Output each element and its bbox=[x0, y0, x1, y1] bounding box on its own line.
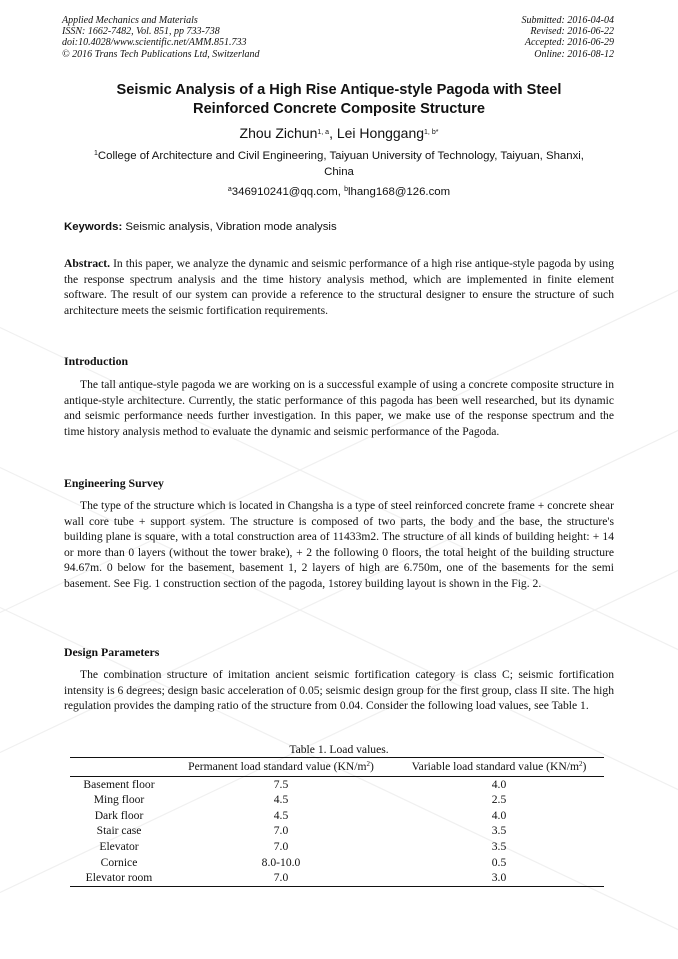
keywords-text: Seismic analysis, Vibration mode analysis bbox=[125, 221, 337, 233]
email-a: 346910241@qq.com bbox=[231, 186, 338, 198]
load-values-table bbox=[70, 757, 604, 887]
row-permanent: 8.0-10.0 bbox=[261, 855, 301, 869]
affiliation-text: College of Architecture and Civil Engineering, Taiyuan University of Technology, Taiyuan, Shanxi, China bbox=[97, 150, 584, 178]
publication-dates bbox=[522, 15, 615, 60]
title-line-2: Reinforced Concrete Composite Structure bbox=[193, 100, 485, 117]
row-name: Stair case bbox=[96, 824, 142, 838]
table-header-row bbox=[70, 758, 604, 777]
section-heading-engineering-survey: Engineering Survey bbox=[64, 476, 164, 490]
journal-doi: doi:10.4028/www.scientific.net/AMM.851.733 bbox=[62, 37, 247, 49]
row-name: Elevator bbox=[99, 839, 139, 853]
header-variable-close: ) bbox=[582, 760, 587, 773]
keywords-label: Keywords: bbox=[64, 221, 123, 233]
header-permanent bbox=[168, 758, 394, 777]
keywords bbox=[64, 220, 614, 235]
date-revised: Revised: 2016-06-22 bbox=[530, 26, 614, 38]
table-row bbox=[70, 870, 604, 886]
section-heading-introduction: Introduction bbox=[64, 354, 129, 368]
email-separator: , bbox=[337, 186, 345, 198]
row-permanent: 7.0 bbox=[273, 871, 289, 885]
journal-copyright: © 2016 Trans Tech Publications Ltd, Switzerland bbox=[62, 48, 260, 60]
header-variable-label: Variable load standard value (KN/m bbox=[411, 760, 580, 773]
header-variable bbox=[394, 758, 604, 777]
design-parameters-text: The combination structure of imitation ancient seismic fortification category is class C; seismic fortification intensity is 6 degrees; design basic acceleration of 0.05; seismic design group for the first group, class II site. The high regulation provides the damping ratio of the structure from 0.04. Consider the following load values, see Table 1. bbox=[64, 668, 614, 713]
email-b: lhang168@126.com bbox=[347, 186, 451, 198]
row-permanent: 7.5 bbox=[273, 777, 289, 791]
row-name: Dark floor bbox=[94, 808, 144, 822]
header-permanent-unit-sup: 2 bbox=[366, 760, 370, 768]
row-variable: 2.5 bbox=[491, 793, 507, 807]
row-variable: 3.0 bbox=[491, 871, 507, 885]
email-b-mark: b bbox=[344, 186, 348, 193]
row-variable: 3.5 bbox=[491, 824, 507, 838]
introduction-text: The tall antique-style pagoda we are working on is a successful example of using a concrete composite structure in antique-style architecture. Currently, the static performance of this pagoda has been well researched, but its dynamic and seismic performance needs further investigation. In this paper, we make use of the response spectrum and the time history analysis method to evaluate the dynamic and seismic performance of the Pagoda. bbox=[64, 378, 614, 438]
header-variable-unit-sup: 2 bbox=[579, 760, 583, 768]
row-name: Cornice bbox=[100, 855, 138, 869]
table-row bbox=[70, 776, 604, 792]
affiliation-mark: 1 bbox=[94, 150, 98, 157]
section-heading-design-parameters: Design Parameters bbox=[64, 645, 160, 659]
row-name: Ming floor bbox=[93, 793, 145, 807]
abstract bbox=[64, 256, 614, 318]
author-list bbox=[40, 124, 638, 142]
author-2-name: Lei Honggang bbox=[336, 125, 425, 141]
row-permanent: 4.5 bbox=[273, 808, 289, 822]
row-permanent: 7.0 bbox=[273, 824, 289, 838]
header-permanent-close: ) bbox=[370, 760, 374, 773]
table-row bbox=[70, 855, 604, 871]
journal-name: Applied Mechanics and Materials bbox=[62, 15, 198, 26]
date-accepted: Accepted: 2016-06-29 bbox=[524, 37, 614, 49]
date-submitted: Submitted: 2016-04-04 bbox=[521, 15, 614, 26]
table-row bbox=[70, 808, 604, 824]
journal-issn: ISSN: 1662-7482, Vol. 851, pp 733-738 bbox=[62, 26, 220, 38]
row-name: Basement floor bbox=[83, 777, 155, 791]
row-name: Elevator room bbox=[85, 871, 153, 885]
table-caption: Table 1. Load values. bbox=[289, 743, 389, 756]
row-permanent: 7.0 bbox=[273, 839, 289, 853]
header-permanent-label: Permanent load standard value (KN/m bbox=[188, 760, 367, 773]
engineering-survey-text: The type of the structure which is located in Changsha is a type of steel reinforced concrete frame + concrete shear wall core tube + support system. The structure is composed of two parts, the body and the base, the structure's building plane is square, with a total construction area of 11433m2. The structure of all kinds of building height: + 14 or more than 0 layers (without the tower brake), + 2 the following 0 floors, the total height of the building structure 94.67m. 0 below for the basement, basement 1, 2 layers of high are 6.750m, one of the basements for the semi basement. See Fig. 1 construction section of the pagoda, 1storey building layout is shown in the Fig. 2. bbox=[64, 499, 614, 590]
row-variable: 4.0 bbox=[491, 808, 507, 822]
title-line-1: Seismic Analysis of a High Rise Antique-style Pagoda with Steel bbox=[116, 82, 562, 98]
author-2-affil-mark: 1, b* bbox=[424, 129, 439, 136]
row-permanent: 4.5 bbox=[273, 793, 289, 807]
table-row bbox=[70, 839, 604, 855]
author-1-affil-mark: 1, a bbox=[317, 129, 330, 136]
author-emails bbox=[40, 185, 638, 200]
paper-title bbox=[40, 81, 638, 118]
header-blank bbox=[70, 758, 168, 777]
abstract-label: Abstract. bbox=[64, 257, 111, 270]
row-variable: 3.5 bbox=[491, 839, 507, 853]
abstract-text: In this paper, we analyze the dynamic and seismic performance of a high rise antique-style pagoda by using the response spectrum analysis and the time history analysis method, which are implemented in finite element software. The result of our system can provide a reference to the structural designer to ensure the structure of such architecture meets the seismic fortification requirements. bbox=[64, 257, 614, 317]
journal-info bbox=[62, 15, 260, 60]
affiliation bbox=[80, 149, 598, 180]
row-variable: 0.5 bbox=[491, 855, 507, 869]
author-1-name: Zhou Zichun bbox=[239, 125, 318, 141]
row-variable: 4.0 bbox=[491, 777, 507, 791]
table-row bbox=[70, 792, 604, 808]
email-a-mark: a bbox=[227, 186, 232, 193]
date-online: Online: 2016-08-12 bbox=[534, 48, 614, 60]
table-row bbox=[70, 823, 604, 839]
author-separator: , bbox=[329, 125, 337, 141]
